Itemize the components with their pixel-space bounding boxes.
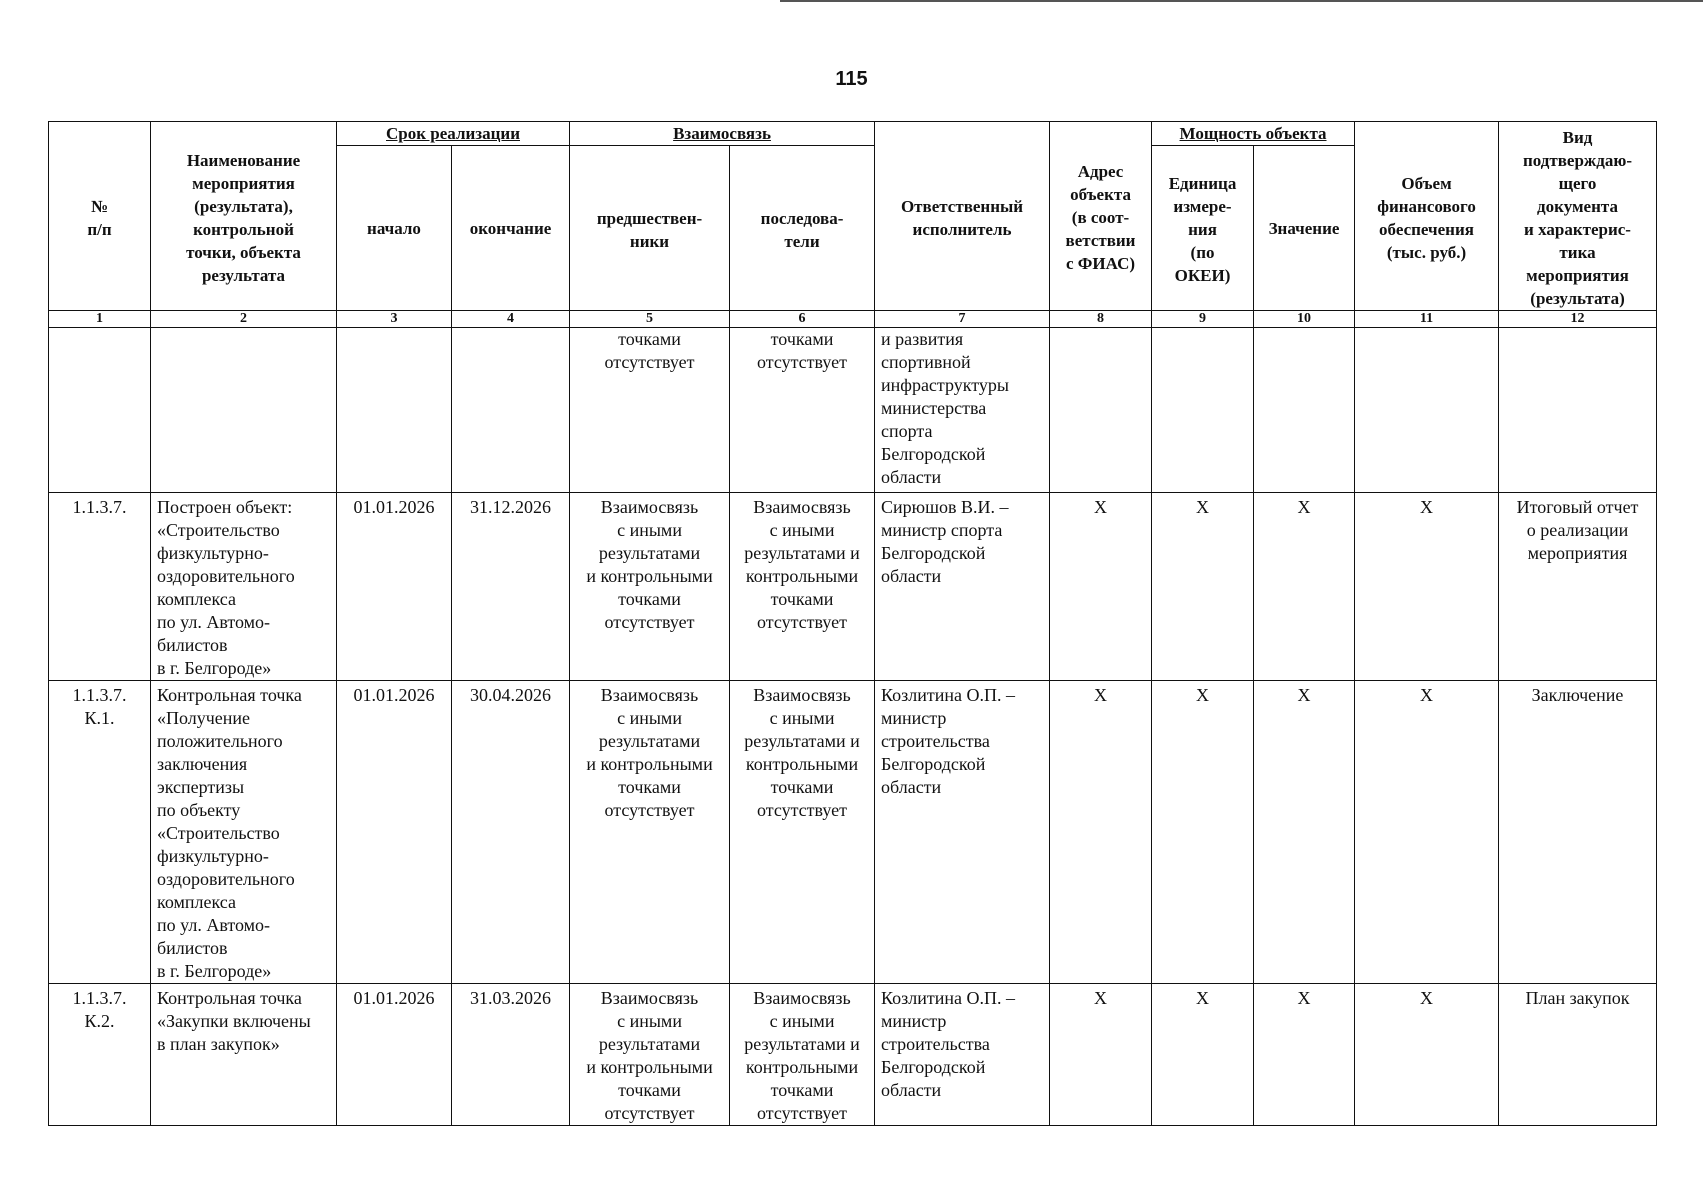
- cell-finance: Х: [1355, 681, 1499, 984]
- cell-predecessors: Взаимосвязь с иными результатами и контрольными точками отсутствует: [570, 493, 730, 681]
- cell-name: Контрольная точка «Получение положительного заключения экспертизы по объекту «Строительство физкультурно- оздоровительного комплекса по ул. Автомо- билистов в г. Белгороде»: [151, 681, 337, 984]
- header-finance: Объем финансового обеспечения (тыс. руб.): [1355, 122, 1499, 311]
- cell-start: 01.01.2026: [337, 493, 452, 681]
- column-number-row: [49, 311, 1657, 328]
- cell-address: Х: [1050, 681, 1152, 984]
- cell-responsible: Козлитина О.П. – министр строительства Белгородской области: [875, 984, 1050, 1126]
- cell-document: План закупок: [1499, 984, 1657, 1126]
- table-row: [49, 681, 1657, 984]
- column-number: 1: [49, 311, 151, 328]
- cell-end: [452, 328, 570, 493]
- cell-unit: Х: [1152, 493, 1254, 681]
- page-number: 115: [835, 68, 868, 90]
- header-document: Вид подтверждаю- щего документа и характерис- тика мероприятия (результата): [1499, 122, 1657, 311]
- column-number: 10: [1254, 311, 1355, 328]
- cell-successors: Взаимосвязь с иными результатами и контрольными точками отсутствует: [730, 984, 875, 1126]
- cell-end: 31.12.2026: [452, 493, 570, 681]
- cell-value: Х: [1254, 493, 1355, 681]
- header-num: № п/п: [49, 122, 151, 311]
- cell-document: Заключение: [1499, 681, 1657, 984]
- table-row: [49, 984, 1657, 1126]
- cell-address: [1050, 328, 1152, 493]
- header-successors: последова- тели: [730, 146, 875, 311]
- cell-num: 1.1.3.7.: [49, 493, 151, 681]
- header-group-term: Срок реализации: [337, 122, 570, 146]
- header-value: Значение: [1254, 146, 1355, 311]
- header-row-1: [49, 122, 1657, 146]
- header-start: начало: [337, 146, 452, 311]
- cell-name: [151, 328, 337, 493]
- cell-start: 01.01.2026: [337, 681, 452, 984]
- column-number: 7: [875, 311, 1050, 328]
- header-unit: Единица измере- ния (по ОКЕИ): [1152, 146, 1254, 311]
- cell-predecessors: Взаимосвязь с иными результатами и контрольными точками отсутствует: [570, 681, 730, 984]
- cell-unit: [1152, 328, 1254, 493]
- cell-num: 1.1.3.7. К.2.: [49, 984, 151, 1126]
- header-group-link: Взаимосвязь: [570, 122, 875, 146]
- header-responsible: Ответственный исполнитель: [875, 122, 1050, 311]
- column-number: 5: [570, 311, 730, 328]
- top-border-line: [780, 0, 1703, 2]
- column-number: 3: [337, 311, 452, 328]
- cell-name: Построен объект: «Строительство физкультурно- оздоровительного комплекса по ул. Автомо- билистов в г. Белгороде»: [151, 493, 337, 681]
- table-row: [49, 493, 1657, 681]
- cell-successors: Взаимосвязь с иными результатами и контрольными точками отсутствует: [730, 493, 875, 681]
- cell-finance: Х: [1355, 493, 1499, 681]
- cell-document: [1499, 328, 1657, 493]
- header-predecessors: предшествен- ники: [570, 146, 730, 311]
- cell-value: Х: [1254, 681, 1355, 984]
- cell-end: 31.03.2026: [452, 984, 570, 1126]
- header-end: окончание: [452, 146, 570, 311]
- cell-address: Х: [1050, 493, 1152, 681]
- cell-start: 01.01.2026: [337, 984, 452, 1126]
- cell-document: Итоговый отчет о реализации мероприятия: [1499, 493, 1657, 681]
- header-name: Наименование мероприятия (результата), контрольной точки, объекта результата: [151, 122, 337, 311]
- column-number: 11: [1355, 311, 1499, 328]
- plan-table: [48, 121, 1657, 1126]
- column-number: 12: [1499, 311, 1657, 328]
- column-number: 6: [730, 311, 875, 328]
- cell-finance: [1355, 328, 1499, 493]
- cell-unit: Х: [1152, 984, 1254, 1126]
- cell-value: Х: [1254, 984, 1355, 1126]
- cell-start: [337, 328, 452, 493]
- cell-num: [49, 328, 151, 493]
- cell-responsible: Сирюшов В.И. – министр спорта Белгородской области: [875, 493, 1050, 681]
- column-number: 8: [1050, 311, 1152, 328]
- column-number: 9: [1152, 311, 1254, 328]
- cell-address: Х: [1050, 984, 1152, 1126]
- header-address: Адрес объекта (в соот- ветствии с ФИАС): [1050, 122, 1152, 311]
- column-number: 4: [452, 311, 570, 328]
- cell-value: [1254, 328, 1355, 493]
- cell-end: 30.04.2026: [452, 681, 570, 984]
- continuation-row: [49, 328, 1657, 493]
- cell-responsible: Козлитина О.П. – министр строительства Белгородской области: [875, 681, 1050, 984]
- header-group-power: Мощность объекта: [1152, 122, 1355, 146]
- cell-successors: Взаимосвязь с иными результатами и контрольными точками отсутствует: [730, 681, 875, 984]
- cell-name: Контрольная точка «Закупки включены в план закупок»: [151, 984, 337, 1126]
- cell-predecessors: точками отсутствует: [570, 328, 730, 493]
- cell-num: 1.1.3.7. К.1.: [49, 681, 151, 984]
- column-number: 2: [151, 311, 337, 328]
- cell-predecessors: Взаимосвязь с иными результатами и контрольными точками отсутствует: [570, 984, 730, 1126]
- cell-unit: Х: [1152, 681, 1254, 984]
- cell-finance: Х: [1355, 984, 1499, 1126]
- cell-responsible: и развития спортивной инфраструктуры министерства спорта Белгородской области: [875, 328, 1050, 493]
- cell-successors: точками отсутствует: [730, 328, 875, 493]
